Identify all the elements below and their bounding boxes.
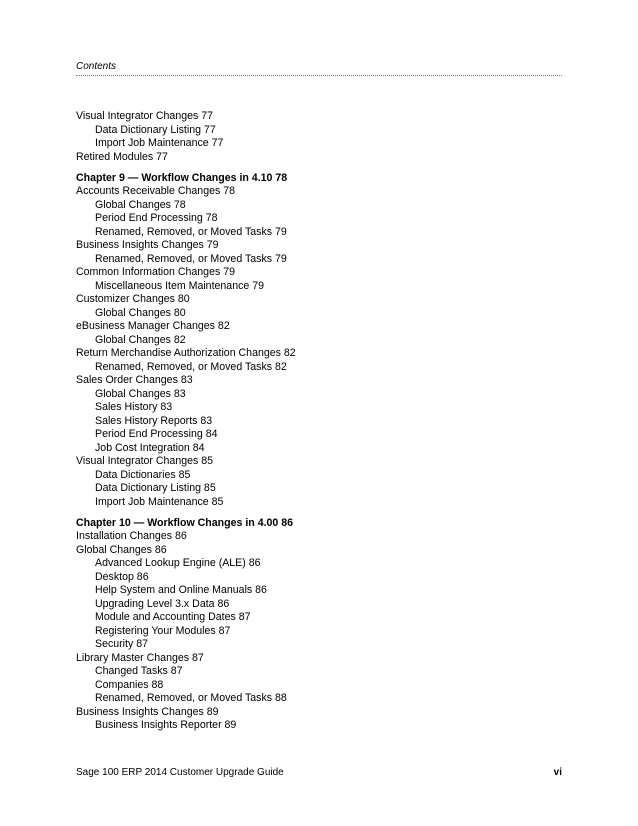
toc-subentry[interactable]: Miscellaneous Item Maintenance 79	[95, 279, 265, 292]
toc-entry[interactable]: Library Master Changes 87	[76, 651, 204, 664]
toc-subentry[interactable]: Period End Processing 78	[95, 212, 218, 224]
toc-subentry[interactable]: Global Changes 83	[95, 387, 186, 400]
toc-entry[interactable]: Installation Changes 86	[76, 530, 187, 542]
toc-chapter-heading[interactable]: Chapter 9 — Workflow Changes in 4.10 78	[76, 171, 288, 184]
toc-entry[interactable]: Sales Order Changes 83	[76, 374, 193, 386]
toc-subentry[interactable]: Companies 88	[95, 678, 164, 691]
toc-subentry[interactable]: Help System and Online Manuals 86	[95, 584, 267, 596]
footer-doc-title: Sage 100 ERP 2014 Customer Upgrade Guide	[76, 767, 284, 778]
toc-entry[interactable]: Customizer Changes 80	[76, 293, 190, 305]
table-of-contents	[76, 110, 562, 733]
toc-subentry[interactable]: Renamed, Removed, or Moved Tasks 82	[95, 360, 287, 373]
toc-subentry[interactable]: Sales History Reports 83	[95, 414, 213, 427]
toc-subentry[interactable]: Module and Accounting Dates 87	[95, 611, 251, 623]
toc-subentry[interactable]: Period End Processing 84	[95, 428, 218, 440]
toc-subentry[interactable]: Registering Your Modules 87	[95, 624, 231, 637]
toc-entry[interactable]: Return Merchandise Authorization Changes 82	[76, 347, 296, 359]
toc-subentry[interactable]: Import Job Maintenance 85	[95, 495, 224, 508]
toc-subentry[interactable]: Global Changes 78	[95, 198, 186, 211]
toc-subentry[interactable]: Data Dictionary Listing 85	[95, 482, 216, 494]
toc-entry[interactable]: Retired Modules 77	[76, 150, 168, 163]
toc-subentry[interactable]: Renamed, Removed, or Moved Tasks 79	[95, 252, 287, 265]
toc-subentry[interactable]: Security 87	[95, 638, 148, 650]
page-header	[76, 61, 562, 76]
page-footer	[76, 767, 562, 779]
toc-subentry[interactable]: Global Changes 82	[95, 333, 186, 346]
toc-entry[interactable]: Accounts Receivable Changes 78	[76, 185, 236, 197]
toc-subentry[interactable]: Renamed, Removed, or Moved Tasks 79	[95, 225, 287, 238]
toc-subentry[interactable]: Changed Tasks 87	[95, 665, 183, 677]
toc-subentry[interactable]: Desktop 86	[95, 570, 149, 583]
toc-chapter-heading[interactable]: Chapter 10 — Workflow Changes in 4.00 86	[76, 516, 294, 529]
toc-subentry[interactable]: Sales History 83	[95, 401, 173, 413]
toc-subentry[interactable]: Upgrading Level 3.x Data 86	[95, 597, 230, 610]
toc-entry[interactable]: eBusiness Manager Changes 82	[76, 320, 230, 332]
toc-entry[interactable]: Visual Integrator Changes 77	[76, 110, 214, 122]
toc-subentry[interactable]: Business Insights Reporter 89	[95, 719, 237, 731]
toc-spacer	[76, 509, 562, 517]
toc-subentry[interactable]: Job Cost Integration 84	[95, 441, 205, 454]
toc-subentry[interactable]: Import Job Maintenance 77	[95, 137, 224, 149]
toc-entry[interactable]: Global Changes 86	[76, 543, 167, 556]
toc-spacer	[76, 164, 562, 172]
toc-entry[interactable]: Business Insights Changes 89	[76, 705, 219, 718]
toc-subentry[interactable]: Global Changes 80	[95, 306, 186, 319]
toc-subentry[interactable]: Advanced Lookup Engine (ALE) 86	[95, 557, 261, 569]
toc-subentry[interactable]: Data Dictionary Listing 77	[95, 123, 216, 136]
toc-entry[interactable]: Common Information Changes 79	[76, 266, 235, 278]
toc-subentry[interactable]: Renamed, Removed, or Moved Tasks 88	[95, 692, 287, 704]
header-title: Contents	[76, 61, 117, 72]
toc-subentry[interactable]: Data Dictionaries 85	[95, 468, 191, 481]
toc-entry[interactable]: Visual Integrator Changes 85	[76, 455, 214, 467]
toc-entry[interactable]: Business Insights Changes 79	[76, 239, 219, 251]
page-number: vi	[553, 767, 562, 778]
header-divider	[76, 75, 562, 76]
